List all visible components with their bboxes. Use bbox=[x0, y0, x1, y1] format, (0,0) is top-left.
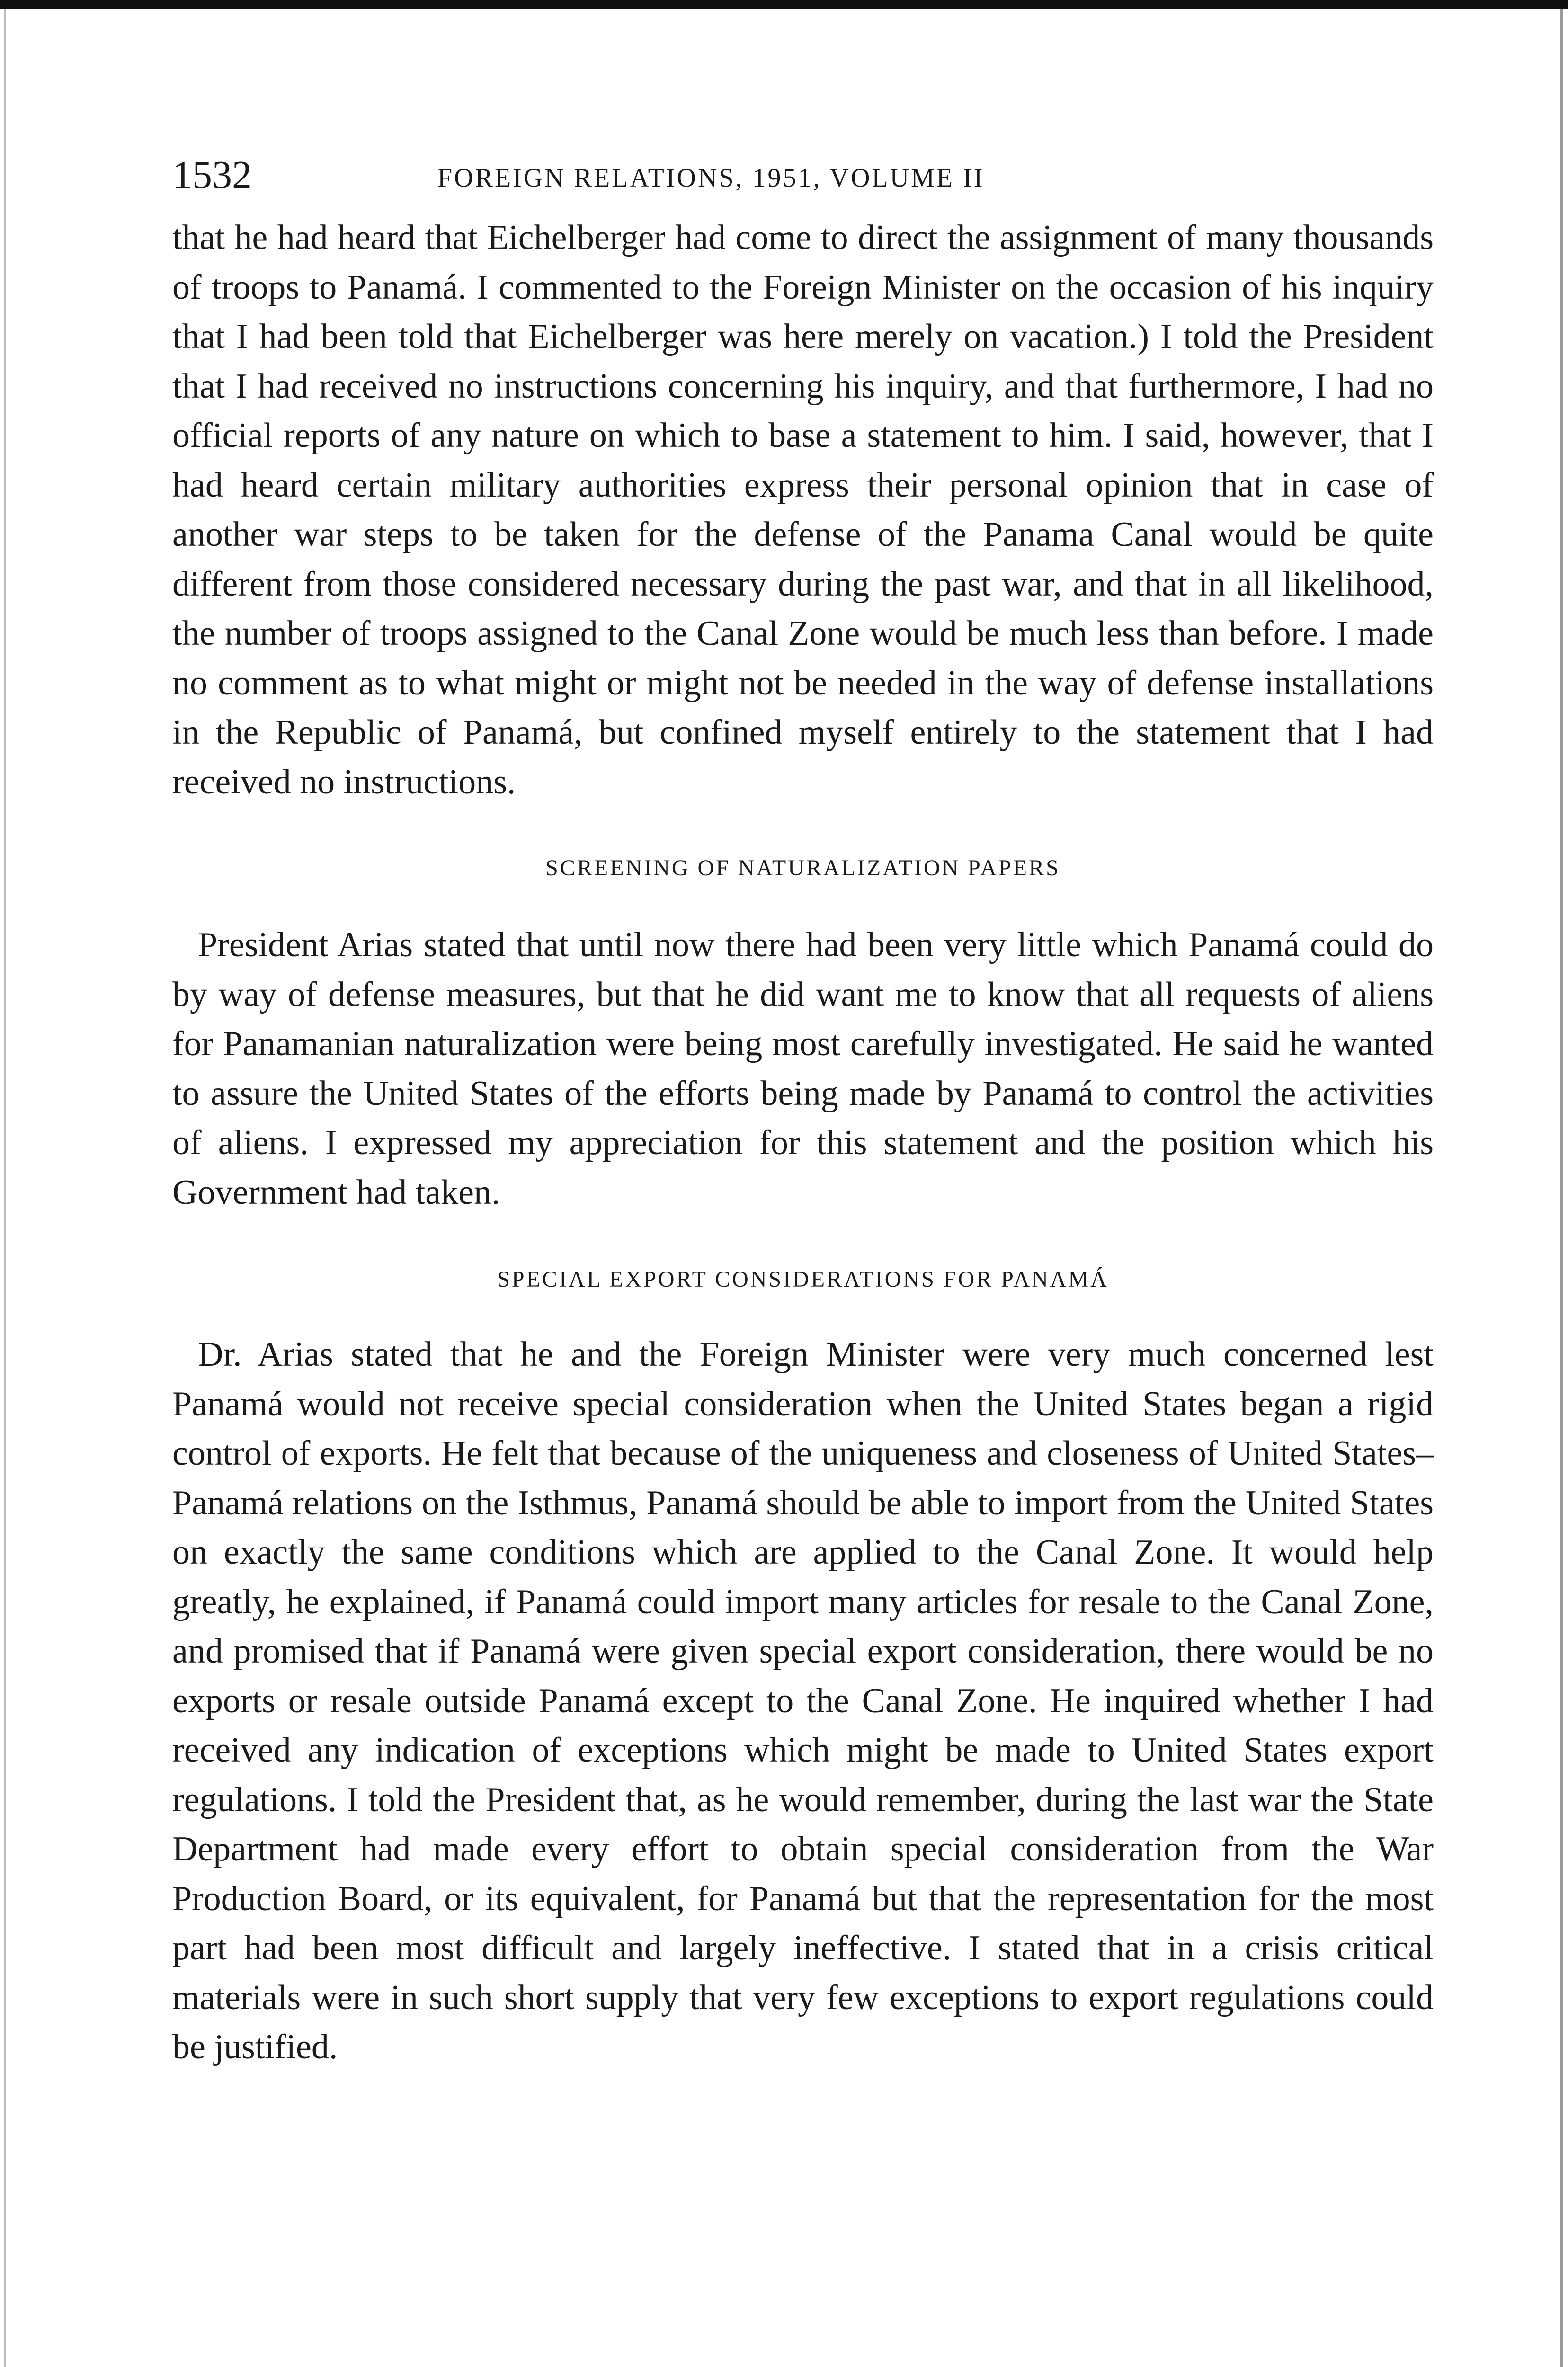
section-heading-export: SPECIAL EXPORT CONSIDERATIONS FOR PANAMÁ bbox=[497, 1267, 1109, 1292]
section-heading-naturalization: SCREENING OF NATURALIZATION PAPERS bbox=[545, 855, 1060, 881]
running-header bbox=[172, 142, 1434, 213]
left-page-edge bbox=[4, 9, 6, 2367]
paragraph-naturalization: President Arias stated that until now there had been very little which Panamá could do by way of defense measures, but that he did want me to know that all requests of aliens for Panamanian naturalization were being most carefully investigated. He said he wanted to assure the United States of the efforts being made by Panamá to control the activities of aliens. I expressed my appreciation for this statement and the position which his Government had taken. bbox=[172, 925, 1434, 1212]
running-title: FOREIGN RELATIONS, 1951, VOLUME II bbox=[437, 163, 985, 193]
document-page bbox=[172, 142, 1434, 2072]
paragraph-export: Dr. Arias stated that he and the Foreign Minister were very much concerned lest Panamá would not receive special consideration when the United States began a rigid control of exports. He felt that because of the uniqueness and closeness of United States–Panamá relations on the Isthmus, Panamá should be able to import from the United States on exactly the same conditions which are applied to the Canal Zone. It would help greatly, he explained, if Panamá could import many articles for resale to the Canal Zone, and promised that if Panamá were given special export consideration, there would be no exports or resale outside Panamá except to the Canal Zone. He inquired whether I had received any indication of exceptions which might be made to United States export regulations. I told the President that, as he would remember, during the last war the State Department had made every effort to obtain special consideration from the War Production Board, or its equivalent, for Panamá but that the representation for the most part had been most difficult and largely ineffective. I stated that in a crisis critical materials were in such short supply that very few exceptions to export regulations could be justified. bbox=[172, 1335, 1434, 2066]
right-page-edge bbox=[1560, 9, 1563, 2367]
page-number: 1532 bbox=[172, 153, 252, 197]
top-edge-rule bbox=[0, 0, 1568, 9]
paragraph-continuation: that he had heard that Eichelberger had come to direct the assignment of many thousands of troops to Panamá. I commented to the Foreign Minister on the occasion of his inquiry that I had been told that Eichelberger was here merely on vacation.) I told the President that I had received no instructions concerning his inquiry, and that furthermore, I had no official reports of any nature on which to base a statement to him. I said, however, that I had heard certain military authorities express their personal opinion that in case of another war steps to be taken for the defense of the Panama Canal would be quite different from those considered necessary during the past war, and that in all likelihood, the number of troops assigned to the Canal Zone would be much less than before. I made no comment as to what might or might not be needed in the way of defense installations in the Republic of Panamá, but confined myself entirely to the statement that I had received no instructions. bbox=[172, 218, 1434, 801]
